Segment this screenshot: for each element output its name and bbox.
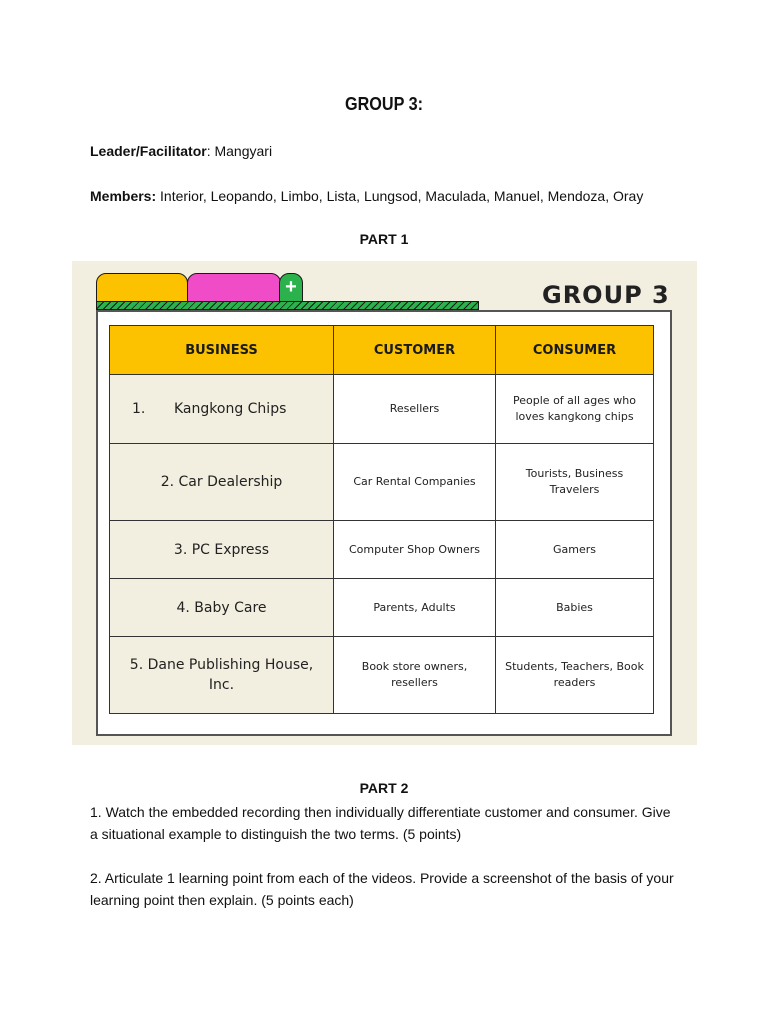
consumer-cell: People of all ages who loves kangkong chips	[496, 375, 654, 444]
consumer-cell: Tourists, Business Travelers	[496, 444, 654, 521]
table-row	[110, 637, 654, 714]
part2-heading: PART 2	[359, 780, 409, 796]
customer-cell: Computer Shop Owners	[334, 521, 496, 579]
business-cell: 4. Baby Care	[110, 579, 334, 637]
group-table-graphic	[72, 261, 697, 745]
customer-cell: Car Rental Companies	[334, 444, 496, 521]
table-row	[110, 521, 654, 579]
table-header-row	[110, 326, 654, 375]
business-table	[109, 325, 654, 714]
business-name: Kangkong Chips	[174, 401, 287, 417]
consumer-cell: Babies	[496, 579, 654, 637]
header-customer: CUSTOMER	[334, 326, 496, 375]
table-row	[110, 444, 654, 521]
customer-cell: Parents, Adults	[334, 579, 496, 637]
members-line	[90, 185, 643, 207]
table-row	[110, 579, 654, 637]
customer-cell: Resellers	[334, 375, 496, 444]
row-number: 1.	[132, 401, 146, 417]
consumer-cell: Students, Teachers, Book readers	[496, 637, 654, 714]
instruction-1: 1. Watch the embedded recording then individually differentiate customer and consumer. Give a situational example to distinguish the two terms. (5 points)	[90, 804, 671, 842]
business-cell	[110, 375, 334, 444]
table-row	[110, 375, 654, 444]
instruction-2: 2. Articulate 1 learning point from each of the videos. Provide a screenshot of the basis of your learning point then explain. (5 points each)	[90, 870, 674, 908]
members-value: Interior, Leopando, Limbo, Lista, Lungsod, Maculada, Manuel, Mendoza, Oray	[156, 188, 644, 204]
business-cell: 2. Car Dealership	[110, 444, 334, 521]
leader-label: Leader/Facilitator	[90, 143, 207, 159]
customer-cell: Book store owners, resellers	[334, 637, 496, 714]
part1-heading: PART 1	[359, 231, 409, 247]
business-cell: 3. PC Express	[110, 521, 334, 579]
graphic-title: GROUP 3	[542, 281, 670, 309]
header-business: BUSINESS	[110, 326, 334, 375]
business-cell: 5. Dane Publishing House, Inc.	[110, 637, 334, 714]
members-label: Members:	[90, 188, 157, 204]
header-consumer: CONSUMER	[496, 326, 654, 375]
document-title: GROUP 3:	[344, 94, 424, 114]
leader-value: : Mangyari	[206, 143, 273, 159]
plus-icon: +	[279, 273, 303, 303]
consumer-cell: Gamers	[496, 521, 654, 579]
striped-bar	[96, 301, 479, 310]
leader-line	[90, 140, 272, 162]
